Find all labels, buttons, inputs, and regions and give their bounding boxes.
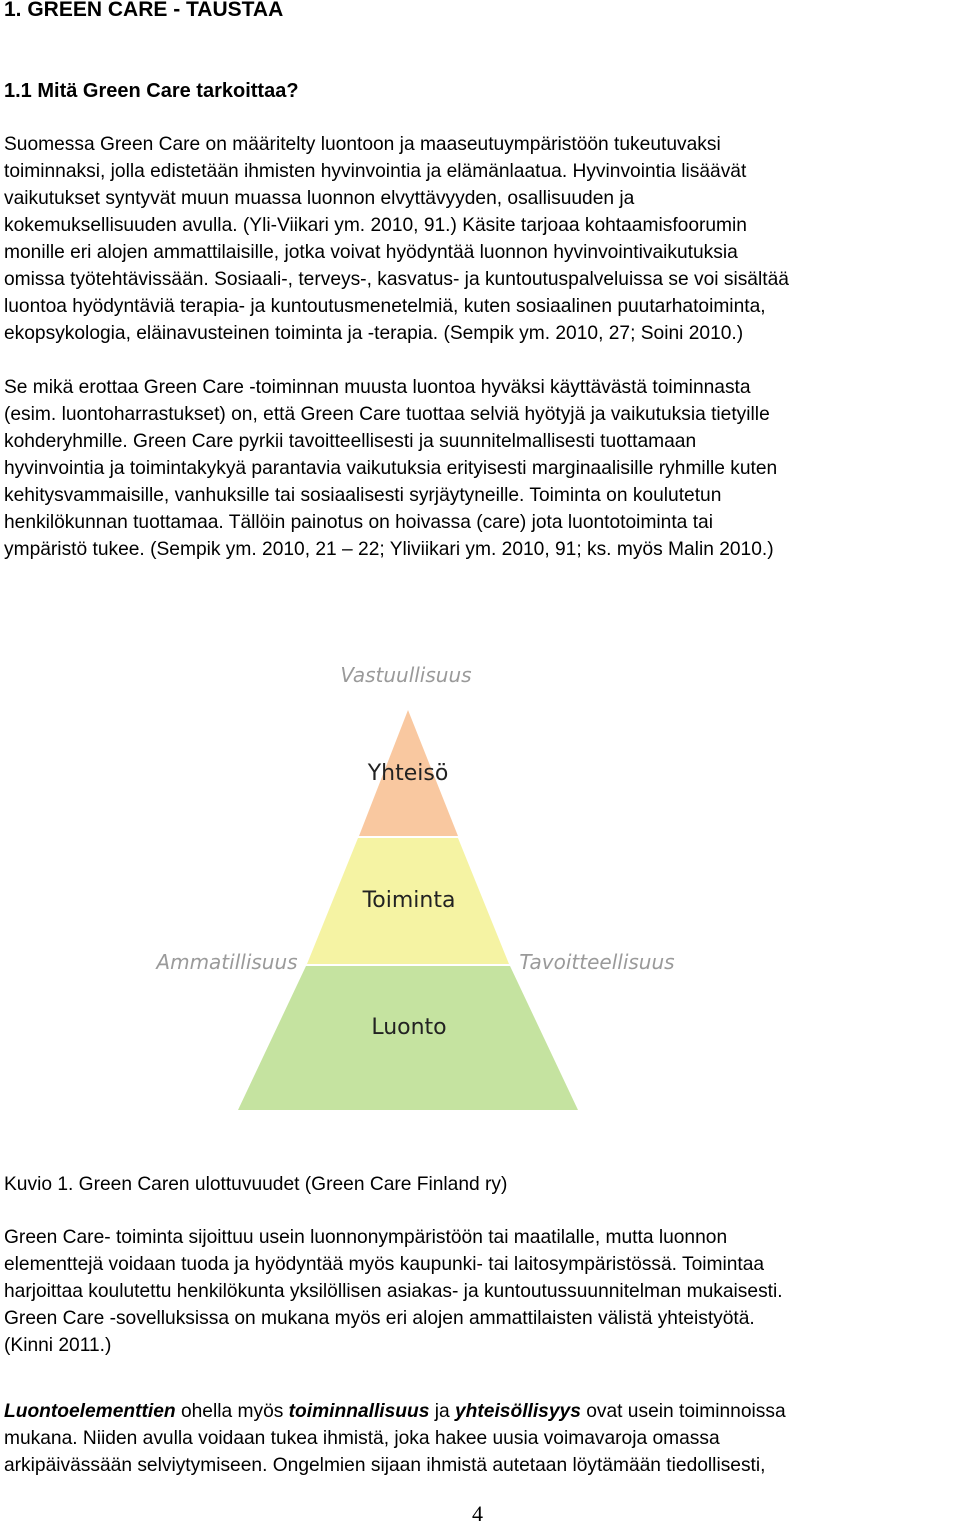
text-line: ympäristö tukee. (Sempik ym. 2010, 21 – 22; Yliviikari ym. 2010, 91; ks. myös Malin 2010.)	[4, 539, 774, 560]
emphasis-term: toiminnallisuus	[288, 1401, 430, 1422]
label-top: Vastuullisuus	[340, 663, 472, 687]
text-line: kehitysvammaisille, vanhuksille tai sosiaalisesti syrjäytyneille. Toiminta on koulutetun	[4, 485, 722, 506]
text-line: kokemuksellisuuden avulla. (Yli-Viikari ym. 2010, 91.) Käsite tarjoaa kohtaamisfoorumin	[4, 215, 747, 236]
section-heading: 1.1 Mitä Green Care tarkoittaa?	[4, 80, 299, 102]
text-span: ja	[429, 1401, 456, 1422]
text-span: ohella myös	[175, 1401, 289, 1422]
emphasis-term: yhteisöllisyys	[455, 1401, 581, 1422]
paragraph-elements	[4, 1398, 960, 1479]
text-line: (esim. luontoharrastukset) on, että Green Care tuottaa selviä hyötyjä ja vaikutuksia tietyille	[4, 404, 770, 425]
text-line: kohderyhmille. Green Care pyrkii tavoitteellisesti ja suunnitelmallisesti tuottamaan	[4, 431, 697, 452]
text-line: luontoa hyödyntäviä terapia- ja kuntoutusmenetelmiä, kuten sosiaalinen puutarhatoiminta,	[4, 296, 766, 317]
text-line: (Kinni 2011.)	[4, 1335, 112, 1356]
paragraph-setting	[4, 1224, 960, 1359]
text-line: Suomessa Green Care on määritelty luontoon ja maaseutuympäristöön tukeutuvaksi	[4, 134, 721, 155]
text-line: hyvinvointia ja toimintakykyä parantavia vaikutuksia erityisesti marginaalisille ryhmille kuten	[4, 458, 778, 479]
label-right: Tavoitteellisuus	[519, 950, 675, 974]
text-line: Green Care -sovelluksissa on mukana myös eri alojen ammattilaisten välistä yhteistyötä.	[4, 1308, 755, 1329]
pyramid-figure	[0, 640, 960, 1110]
text-span: ovat usein toiminnoissa	[580, 1401, 786, 1422]
text-line: monille eri alojen ammattilaisille, jotka voivat hyödyntää luonnon hyvinvointivaikutuksia	[4, 242, 738, 263]
chapter-heading: 1. GREEN CARE - TAUSTAA	[4, 0, 284, 21]
paragraph-distinction	[4, 374, 960, 563]
text-line: mukana. Niiden avulla voidaan tukea ihmistä, joka hakee uusia voimavaroja omassa	[4, 1428, 720, 1449]
text-line: Se mikä erottaa Green Care -toiminnan muusta luontoa hyväksi käyttävästä toiminnasta	[4, 377, 751, 398]
text-line: ekopsykologia, eläinavusteinen toiminta ja -terapia. (Sempik ym. 2010, 27; Soini 2010.)	[4, 323, 744, 344]
text-line: toiminnaksi, jolla edistetään ihmisten hyvinvointia ja elämänlaatua. Hyvinvointia lisäävät	[4, 161, 747, 182]
page-number: 4	[472, 1501, 483, 1526]
text-line	[4, 1398, 960, 1425]
text-line: Green Care- toiminta sijoittuu usein luonnonympäristöön tai maatilalle, mutta luonnon	[4, 1227, 728, 1248]
label-level-top: Yhteisö	[367, 761, 449, 786]
emphasis-term: Luontoelementtien	[4, 1401, 176, 1422]
text-line: arkipäivässään selviytymiseen. Ongelmien sijaan ihmistä autetaan löytämään tiedollisesti,	[4, 1455, 766, 1476]
text-line: omissa työtehtävissään. Sosiaali-, terveys-, kasvatus- ja kuntoutuspalveluissa se voi sisältää	[4, 269, 789, 290]
text-line: harjoittaa koulutettu henkilökunta yksilöllisen asiakas- ja kuntoutussuunnitelman mukaisesti.	[4, 1281, 783, 1302]
label-level-middle: Toiminta	[362, 888, 456, 913]
paragraph-definition	[4, 131, 960, 347]
text-line: henkilökunnan tuottamaa. Tällöin painotus on hoivassa (care) jota luontotoiminta tai	[4, 512, 713, 533]
label-level-bottom: Luonto	[371, 1015, 447, 1040]
label-left: Ammatillisuus	[156, 950, 298, 974]
pyramid-diagram	[0, 640, 960, 1110]
figure-caption: Kuvio 1. Green Caren ulottuvuudet (Green Care Finland ry)	[4, 1174, 508, 1195]
text-line: elementtejä voidaan tuoda ja hyödyntää myös kaupunki- tai laitosympäristössä. Toimintaa	[4, 1254, 765, 1275]
text-line: vaikutukset syntyvät muun muassa luonnon elvyttävyyden, osallisuuden ja	[4, 188, 635, 209]
